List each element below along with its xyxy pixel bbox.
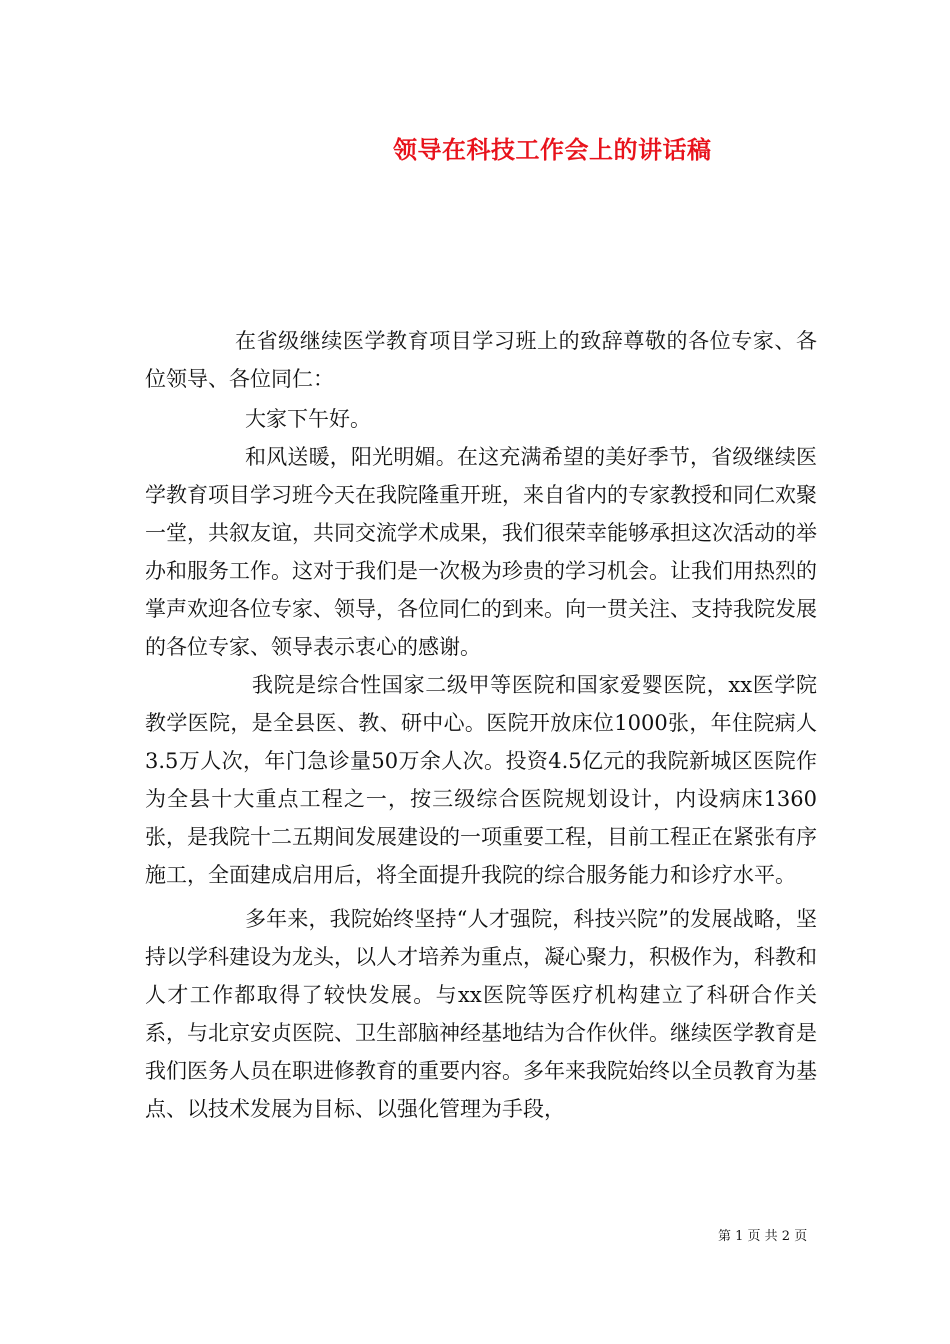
document-body <box>145 322 817 1128</box>
paragraph-hospital-intro: 我院是综合性国家二级甲等医院和国家爱婴医院，xx医学院教学医院，是全县医、教、研中心。医院开放床位1000张，年住院病人3.5万人次，年门急诊量50万余人次。投资4.5亿元的我院新城区医院作为全县十大重点工程之一，按三级综合医院规划设计，内设病床1360张，是我院十二五期间发展建设的一项重要工程，目前工程正在紧张有序施工，全面建成启用后，将全面提升我院的综合服务能力和诊疗水平。 <box>145 673 817 887</box>
paragraph-greeting: 大家下午好。 <box>245 407 371 431</box>
page-number: 第 1 页 共 2 页 <box>718 1229 808 1244</box>
document-title: 领导在科技工作会上的讲话稿 <box>393 135 712 164</box>
paragraph-welcome: 和风送暖，阳光明媚。在这充满希望的美好季节，省级继续医学教育项目学习班今天在我院隆重开班，来自省内的专家教授和同仁欢聚一堂，共叙友谊，共同交流学术成果，我们很荣幸能够承担这次活动的举办和服务工作。这对于我们是一次极为珍贵的学习机会。让我们用热烈的掌声欢迎各位专家、领导，各位同仁的到来。向一贯关注、支持我院发展的各位专家、领导表示衷心的感谢。 <box>145 445 817 659</box>
paragraph-opening: 在省级继续医学教育项目学习班上的致辞尊敬的各位专家、各位领导、各位同仁： <box>145 329 817 391</box>
paragraph-development: 多年来，我院始终坚持“人才强院，科技兴院”的发展战略，坚持以学科建设为龙头，以人才培养为重点，凝心聚力，积极作为，科教和人才工作都取得了较快发展。与xx医院等医疗机构建立了科研合作关系，与北京安贞医院、卫生部脑神经基地结为合作伙伴。继续医学教育是我们医务人员在职进修教育的重要内容。多年来我院始终以全员教育为基点、以技术发展为目标、以强化管理为手段， <box>145 907 817 1121</box>
